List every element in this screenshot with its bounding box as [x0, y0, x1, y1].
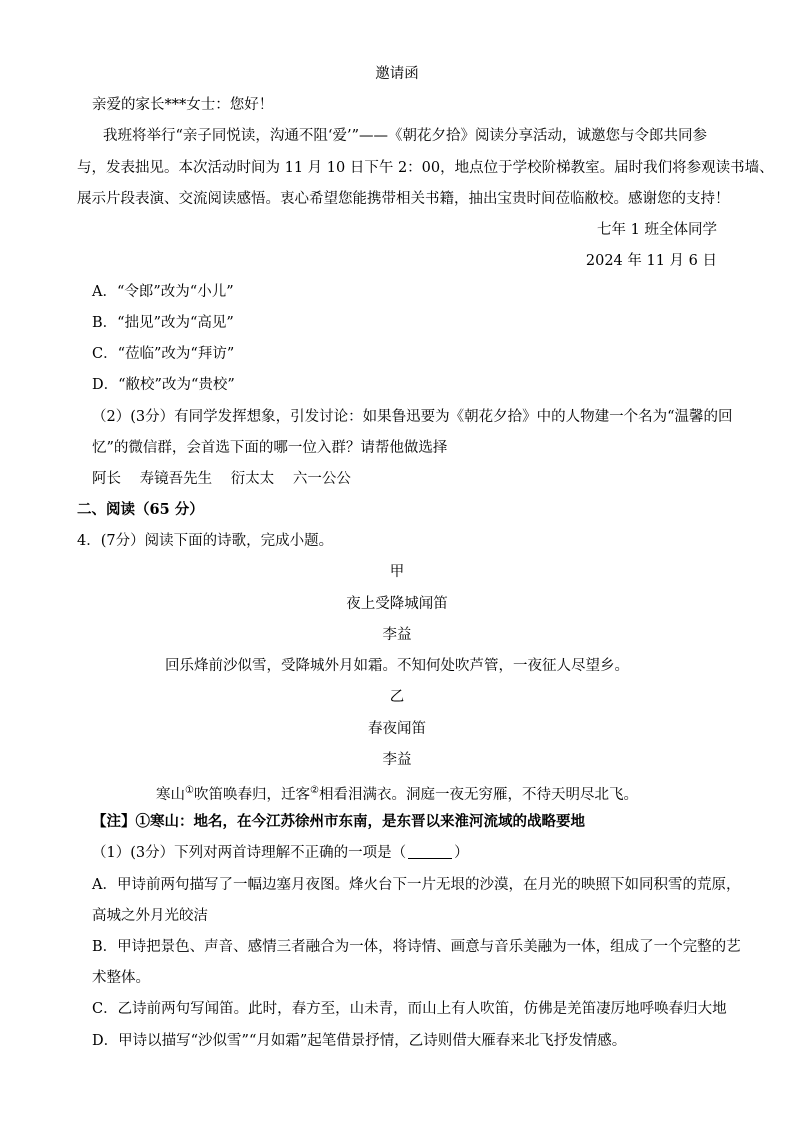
name-yan-taitai: 衍太太	[230, 471, 275, 487]
invitation-body-line-2: 与，发表拙见。本次活动时间为 11 月 10 日下午 2：00，地点位于学校阶梯教室。届时我们将参观读书墙、	[77, 160, 774, 176]
q3-2-line-2: 忆”的微信群，会首选下面的哪一位入群？请帮他做选择	[92, 440, 448, 456]
name-liuyi-gonggong: 六一公公	[292, 471, 351, 487]
poem-b-text-part-1: 寒山	[156, 786, 186, 803]
poem-a-text: 回乐烽前沙似雪，受降城外月如霜。不知何处吹芦管，一夜征人尽望乡。	[165, 658, 629, 674]
footnote-mark-2: ②	[310, 785, 319, 796]
answer-blank[interactable]	[408, 844, 452, 859]
poem-a-label: 甲	[389, 564, 405, 580]
poem-b-author: 李益	[382, 752, 412, 768]
poem-note: 【注】①寒山：地名，在今江苏徐州市东南，是东晋以来淮河流域的战略要地	[92, 813, 585, 830]
q4-option-b-line-1: B．甲诗把景色、声音、感情三者融合为一体，将诗情、画意与音乐美融为一体，组成了一个完整的艺	[92, 939, 741, 955]
q4-sub-1-text: （1）(3分）下列对两首诗理解不正确的一项是（	[92, 845, 407, 861]
invitation-date: 2024 年 11 月 6 日	[585, 253, 717, 269]
invitation-signature: 七年 1 班全体同学	[597, 222, 717, 238]
poem-b-text-part-2: 吹笛唤春归，迁客	[194, 786, 310, 803]
q4-intro: 4．(7分）阅读下面的诗歌，完成小题。	[77, 533, 334, 549]
invitation-body-line-1: 我班将举行“亲子同悦读，沟通不阻‘爱’”——《朝花夕拾》阅读分享活动，诚邀您与令郎共同参	[103, 128, 708, 144]
q4-option-a-line-2: 高城之外月光皎洁	[92, 908, 208, 924]
invitation-body-line-3: 展示片段表演、交流阅读感悟。衷心希望您能携带相关书籍，抽出宝贵时间莅临敝校。感谢您的支持！	[77, 191, 730, 207]
q3-option-d: D．“敝校”改为“贵校”	[92, 377, 235, 393]
name-a-chang: 阿长	[92, 471, 121, 487]
q4-option-c: C．乙诗前两句写闻笛。此时，春方至，山未青，而山上有人吹笛，仿佛是羌笛凄厉地呼唤春归大地	[92, 1001, 727, 1017]
footnote-mark-1: ①	[185, 785, 194, 796]
q3-2-line-1: （2）(3分）有同学发挥想象，引发讨论：如果鲁迅要为《朝花夕拾》中的人物建一个名为“温馨的回	[92, 409, 733, 425]
poem-a-author: 李益	[382, 627, 412, 643]
section-2-heading: 二、阅读（65 分）	[77, 501, 204, 518]
poem-b-label: 乙	[389, 689, 405, 705]
q4-option-d: D．甲诗以描写“沙似雪”“月如霜”起笔借景抒情，乙诗则借大雁春来北飞抒发情感。	[92, 1033, 627, 1049]
name-shou-jingwu: 寿镜吾先生	[139, 471, 213, 487]
q3-2-names	[92, 469, 365, 489]
q4-sub-1	[92, 843, 469, 863]
poem-b-title: 春夜闻笛	[368, 721, 426, 737]
q3-option-b: B．“拙见”改为“高见”	[92, 315, 234, 331]
invitation-title: 邀请函	[375, 66, 419, 82]
poem-b-text-part-3: 相看泪满衣。洞庭一夜无穷雁，不待天明尽北飞。	[318, 786, 638, 803]
q3-option-c: C．“莅临”改为“拜访”	[92, 346, 235, 362]
q4-option-a-line-1: A．甲诗前两句描写了一幅边塞月夜图。烽火台下一片无垠的沙漠，在月光的映照下如同积雪的荒原，	[92, 877, 741, 893]
poem-a-title: 夜上受降城闻笛	[346, 596, 448, 612]
poem-b-text	[0, 781, 794, 805]
invitation-greeting: 亲爱的家长***女士：您好！	[92, 97, 274, 113]
q4-option-b-line-2: 术整体。	[92, 970, 150, 986]
q3-option-a: A．“令郎”改为“小儿”	[92, 284, 234, 300]
q4-sub-1-close: ）	[454, 845, 469, 861]
